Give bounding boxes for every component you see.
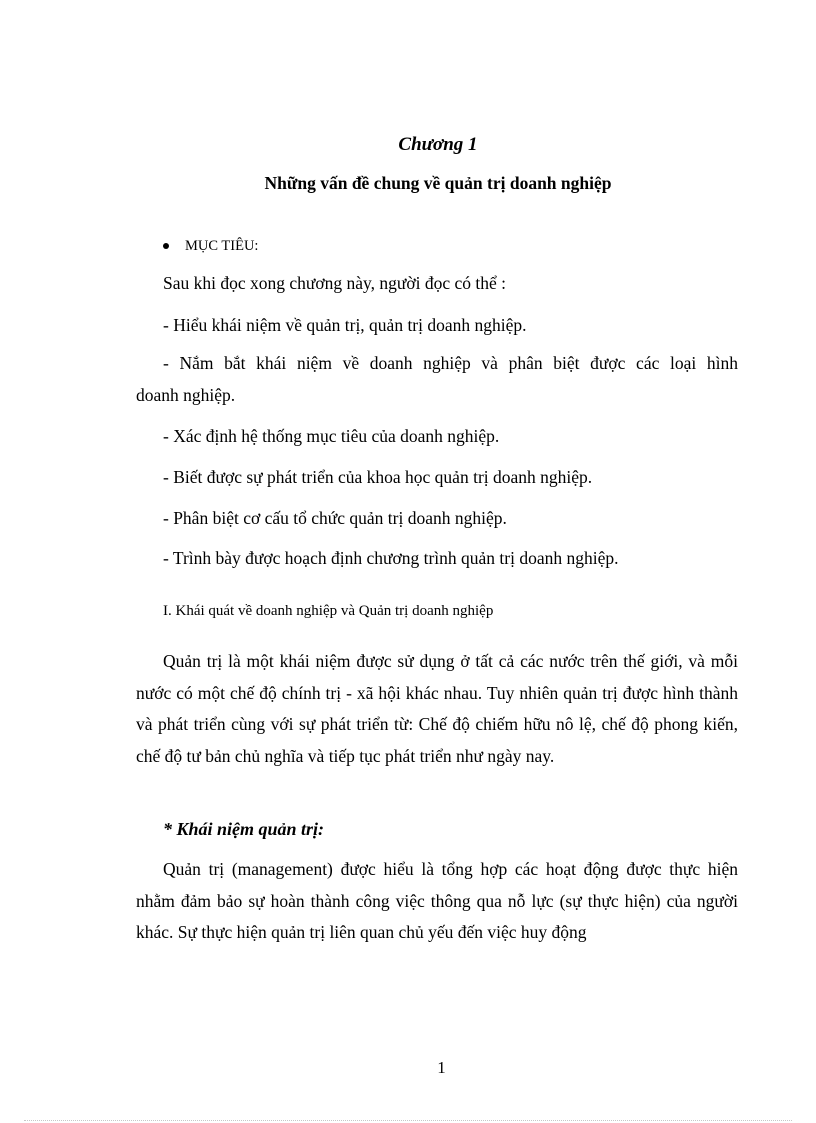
bullet-icon	[163, 243, 169, 249]
paragraph-text: Quản trị (management) được hiểu là tổng hợp các hoạt động được thực hiện nhằm đảm bảo sự hoàn thành công việc thông qua nỗ lực (sự thực hiện) của người khác. Sự thực hiện quản trị liên quan chủ yếu đến việc huy động	[136, 859, 738, 942]
objectives-intro: Sau khi đọc xong chương này, người đọc có thể :	[163, 273, 507, 293]
paragraph-text: Quản trị là một khái niệm được sử dụng ở tất cả các nước trên thế giới, và mỗi nước có một chế độ chính trị - xã hội khác nhau. Tuy nhiên quản trị được hình thành và phát triển cùng với sự phát triển từ: Chế độ chiếm hữu nô lệ, chế độ phong kiến, chế độ tư bản chủ nghĩa và tiếp tục phát triển như ngày nay.	[136, 651, 738, 766]
chapter-title: Những vấn đề chung về quản trị doanh nghiệp	[264, 173, 612, 193]
chapter-label: Chương 1	[398, 134, 478, 155]
objectives-heading: MỤC TIÊU:	[185, 238, 259, 254]
objective-item: - Trình bày được hoạch định chương trình quản trị doanh nghiệp.	[163, 548, 619, 568]
section-heading: I. Khái quát về doanh nghiệp và Quản trị doanh nghiệp	[163, 603, 494, 619]
objectives-heading-row	[163, 236, 258, 256]
objective-item-continuation: doanh nghiệp.	[136, 385, 236, 405]
objective-item: - Phân biệt cơ cấu tổ chức quản trị doanh nghiệp.	[163, 508, 507, 528]
objective-item: - Nắm bắt khái niệm về doanh nghiệp và phân biệt được các loại hình	[163, 353, 738, 373]
objective-item: - Biết được sự phát triển của khoa học quản trị doanh nghiệp.	[163, 467, 593, 487]
body-paragraph	[136, 854, 738, 949]
concept-heading: * Khái niệm quản trị:	[163, 819, 325, 839]
page-number: 1	[437, 1058, 446, 1077]
objective-item: - Xác định hệ thống mục tiêu của doanh nghiệp.	[163, 426, 500, 446]
objective-item: - Hiểu khái niệm về quản trị, quản trị doanh nghiệp.	[163, 315, 527, 335]
page-bottom-divider	[24, 1120, 792, 1121]
body-paragraph	[136, 646, 738, 772]
